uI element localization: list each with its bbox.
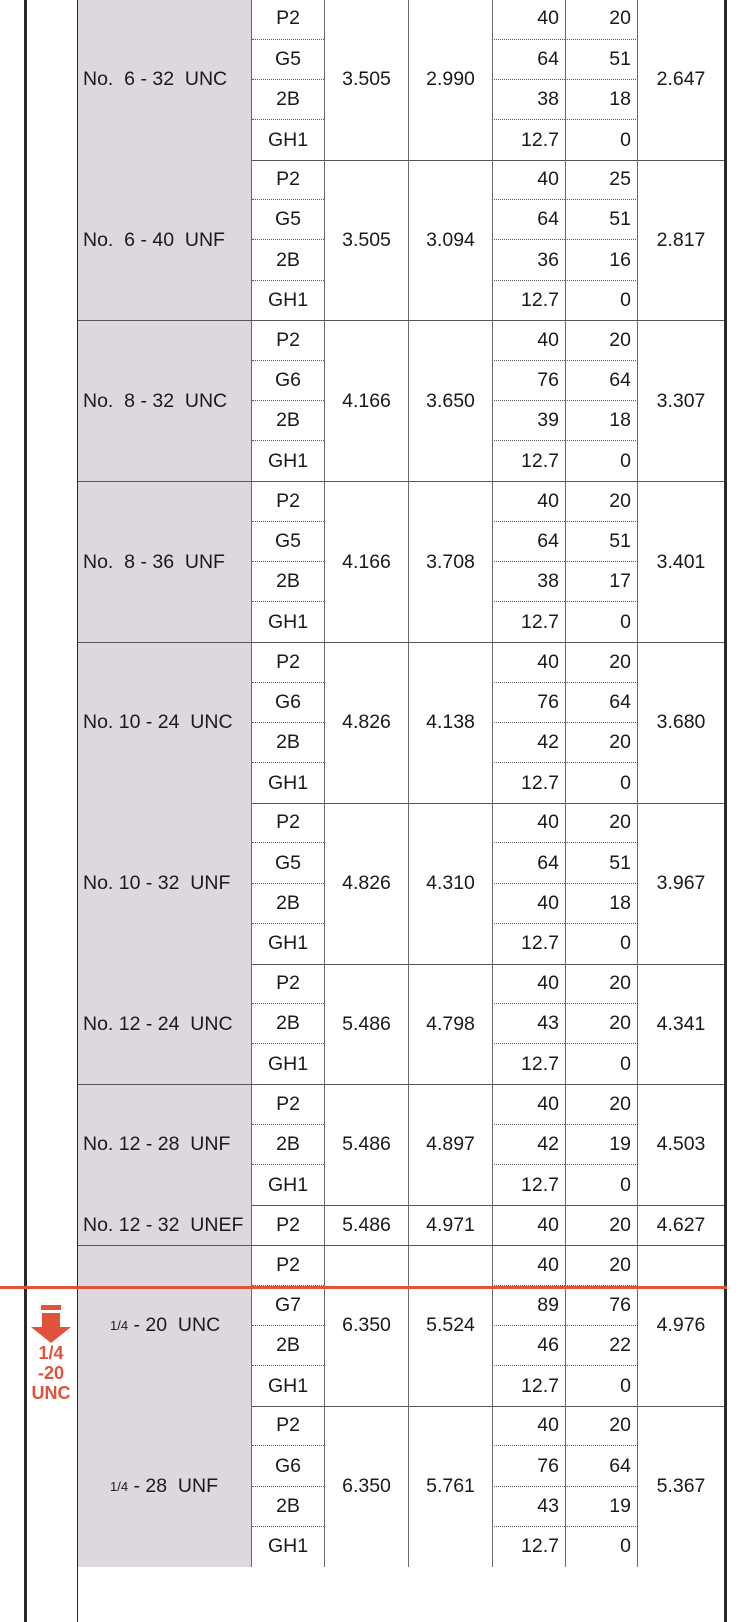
tolerance-value-1: 12.7 (492, 924, 565, 964)
tolerance-value-2: 51 (565, 522, 638, 562)
tolerance-class: P2 (252, 1406, 324, 1446)
arrow-down-icon (29, 1313, 73, 1343)
tolerance-class: P2 (252, 482, 324, 522)
marker-line-2: -20 (37, 1363, 64, 1383)
highlight-divider-line (0, 1286, 727, 1289)
thread-size-label (78, 1246, 252, 1407)
tolerance-value-2: 0 (565, 763, 638, 803)
thread-size-text: No. 12 - 28 UNF (83, 1133, 231, 1156)
tolerance-value-1: 12.7 (492, 1044, 565, 1084)
tolerance-value-2: 20 (565, 1246, 638, 1286)
tolerance-value-1: 12.7 (492, 1366, 565, 1406)
tolerance-class: G5 (252, 843, 324, 883)
tolerance-value-2: 0 (565, 924, 638, 964)
tolerance-class: 2B (252, 240, 324, 280)
tolerance-value-1: 39 (492, 401, 565, 441)
size-marker (26, 1305, 76, 1403)
thread-size-label (78, 964, 252, 1085)
tolerance-value-1: 76 (492, 1446, 565, 1486)
tolerance-value-1: 64 (492, 200, 565, 240)
tolerance-value-1: 38 (492, 562, 565, 602)
tolerance-class: GH1 (267, 1053, 309, 1076)
thread-group (78, 160, 724, 321)
minor-diameter: 3.401 (656, 550, 706, 573)
tolerance-value-2: 20 (565, 723, 638, 763)
tolerance-class: P2 (252, 964, 324, 1004)
tolerance-value-1: 64 (492, 522, 565, 562)
tolerance-value-2: 20 (565, 1205, 638, 1245)
thread-size-fraction: 1/4 (110, 1318, 129, 1334)
tolerance-class: GH1 (267, 932, 309, 955)
tolerance-class: GH1 (267, 771, 309, 794)
tolerance-value-1: 40 (492, 964, 565, 1004)
tolerance-value-1: 12.7 (492, 441, 565, 481)
tolerance-value-1: 40 (492, 0, 565, 40)
tolerance-value-1: 40 (492, 1406, 565, 1446)
minor-diameter: 3.307 (656, 389, 706, 412)
tolerance-class: G5 (252, 522, 324, 562)
minor-diameter: 4.341 (656, 1012, 706, 1035)
thread-size-label (78, 1406, 252, 1567)
thread-size-text: No. 10 - 32 UNF (83, 872, 231, 895)
tolerance-value-2: 64 (565, 683, 638, 723)
tolerance-value-2: 17 (565, 562, 638, 602)
tolerance-value-2: 25 (565, 160, 638, 200)
tolerance-class: GH1 (267, 1173, 309, 1196)
thread-size-text: No. 12 - 24 UNC (83, 1012, 233, 1035)
tolerance-class: G7 (252, 1286, 324, 1326)
thread-size-text: - 20 UNC (128, 1314, 221, 1337)
thread-size-text: No. 12 - 32 UNEF (83, 1213, 244, 1236)
tolerance-value-1: 12.7 (492, 602, 565, 642)
pitch-diameter: 4.798 (408, 964, 492, 1085)
thread-group (78, 643, 724, 804)
thread-group (78, 964, 724, 1085)
tolerance-value-2: 20 (565, 321, 638, 361)
tolerance-value-1: 40 (492, 321, 565, 361)
tolerance-value-2: 0 (565, 1527, 638, 1567)
minor-diameter: 3.967 (656, 872, 706, 895)
tolerance-class: GH1 (267, 1374, 309, 1397)
tolerance-value-2: 0 (565, 441, 638, 481)
tolerance-value-2: 20 (565, 1085, 638, 1125)
marker-line-1: 1/4 (38, 1343, 64, 1363)
tolerance-value-2: 20 (565, 643, 638, 683)
tolerance-value-1: 40 (492, 1205, 565, 1245)
tolerance-value-1: 40 (492, 1246, 565, 1286)
tolerance-value-1: 12.7 (492, 763, 565, 803)
tolerance-class: P2 (252, 0, 324, 40)
tolerance-value-1: 42 (492, 723, 565, 763)
tolerance-value-1: 43 (492, 1487, 565, 1527)
tolerance-value-2: 0 (565, 120, 638, 160)
thread-group (78, 482, 724, 643)
major-diameter: 5.486 (324, 964, 408, 1085)
tolerance-value-2: 18 (565, 884, 638, 924)
tolerance-value-2: 19 (565, 1125, 638, 1165)
thread-size-label (78, 0, 252, 160)
major-diameter: 4.166 (324, 482, 408, 643)
tolerance-value-2: 64 (565, 1446, 638, 1486)
tolerance-class: 2B (252, 401, 324, 441)
tolerance-class: 2B (252, 1125, 324, 1165)
minor-diameter: 4.503 (656, 1133, 706, 1156)
thread-group (78, 1246, 724, 1407)
tolerance-value-2: 18 (565, 401, 638, 441)
tolerance-class: G6 (252, 361, 324, 401)
major-diameter: 4.826 (324, 643, 408, 804)
marker-bar (41, 1305, 61, 1310)
tolerance-class: P2 (252, 1085, 324, 1125)
tolerance-value-2: 0 (565, 1044, 638, 1084)
major-diameter: 6.350 (324, 1246, 408, 1407)
tolerance-class: 2B (252, 884, 324, 924)
table-right-border (724, 0, 727, 1622)
tolerance-class: G5 (252, 40, 324, 80)
tolerance-value-1: 12.7 (492, 1527, 565, 1567)
tolerance-value-1: 64 (492, 40, 565, 80)
tolerance-class: GH1 (267, 1535, 309, 1558)
tolerance-value-2: 51 (565, 40, 638, 80)
tolerance-class: GH1 (267, 128, 309, 151)
tolerance-value-2: 20 (565, 1004, 638, 1044)
tolerance-value-2: 20 (565, 482, 638, 522)
tolerance-value-2: 20 (565, 803, 638, 843)
tolerance-class: P2 (252, 1246, 324, 1286)
tolerance-value-2: 76 (565, 1286, 638, 1326)
tolerance-value-2: 22 (565, 1326, 638, 1366)
thread-group (78, 1085, 724, 1206)
tolerance-value-2: 51 (565, 843, 638, 883)
pitch-diameter: 4.138 (408, 643, 492, 804)
tolerance-value-1: 12.7 (492, 1165, 565, 1205)
thread-size-label (78, 160, 252, 321)
tolerance-value-1: 12.7 (492, 281, 565, 321)
minor-diameter: 5.367 (656, 1475, 706, 1498)
pitch-diameter: 4.897 (408, 1085, 492, 1206)
tolerance-class: 2B (252, 723, 324, 763)
tolerance-value-1: 64 (492, 843, 565, 883)
tolerance-class: GH1 (267, 450, 309, 473)
tolerance-class: G5 (252, 200, 324, 240)
tolerance-value-1: 40 (492, 1085, 565, 1125)
tolerance-value-1: 42 (492, 1125, 565, 1165)
tolerance-value-1: 40 (492, 160, 565, 200)
tolerance-class: P2 (252, 321, 324, 361)
minor-diameter: 2.817 (656, 228, 706, 251)
tolerance-value-2: 20 (565, 964, 638, 1004)
thread-size-text: No. 8 - 36 UNF (83, 550, 225, 573)
tolerance-value-1: 40 (492, 803, 565, 843)
thread-size-label (78, 643, 252, 804)
thread-group (78, 1406, 724, 1567)
tolerance-value-2: 20 (565, 0, 638, 40)
major-diameter: 6.350 (324, 1406, 408, 1567)
tolerance-value-1: 43 (492, 1004, 565, 1044)
thread-size-label (78, 321, 252, 482)
thread-size-text: No. 6 - 32 UNC (83, 68, 228, 91)
tolerance-class: 2B (252, 80, 324, 120)
tolerance-value-2: 0 (565, 281, 638, 321)
tolerance-class: P2 (252, 160, 324, 200)
tolerance-class: 2B (252, 1487, 324, 1527)
tolerance-value-2: 20 (565, 1406, 638, 1446)
minor-diameter: 4.976 (656, 1314, 706, 1337)
thread-size-fraction: 1/4 (110, 1479, 129, 1495)
tolerance-class: 2B (252, 562, 324, 602)
thread-spec-table (78, 0, 724, 1622)
tolerance-value-2: 16 (565, 240, 638, 280)
pitch-diameter: 3.708 (408, 482, 492, 643)
pitch-diameter: 4.310 (408, 803, 492, 964)
thread-size-label (78, 1085, 252, 1206)
tolerance-value-2: 19 (565, 1487, 638, 1527)
major-diameter: 3.505 (324, 0, 408, 160)
tolerance-class: GH1 (267, 289, 309, 312)
tolerance-value-1: 40 (492, 884, 565, 924)
tolerance-value-1: 40 (492, 482, 565, 522)
tolerance-value-1: 76 (492, 683, 565, 723)
thread-group (78, 321, 724, 482)
tolerance-value-1: 38 (492, 80, 565, 120)
pitch-diameter: 2.990 (408, 0, 492, 160)
tolerance-value-1: 12.7 (492, 120, 565, 160)
tolerance-value-1: 76 (492, 361, 565, 401)
major-diameter: 4.826 (324, 803, 408, 964)
tolerance-value-1: 89 (492, 1286, 565, 1326)
tolerance-class: 2B (252, 1004, 324, 1044)
tolerance-value-2: 0 (565, 1165, 638, 1205)
marker-line-3: UNC (31, 1383, 71, 1403)
tolerance-value-1: 46 (492, 1326, 565, 1366)
major-diameter: 5.486 (324, 1205, 408, 1245)
thread-group (78, 0, 724, 160)
tolerance-class: 2B (252, 1326, 324, 1366)
tolerance-value-2: 64 (565, 361, 638, 401)
tolerance-class: P2 (252, 643, 324, 683)
tolerance-value-2: 18 (565, 80, 638, 120)
thread-size-text: No. 8 - 32 UNC (83, 389, 228, 412)
pitch-diameter: 5.524 (408, 1246, 492, 1407)
pitch-diameter: 4.971 (408, 1205, 492, 1245)
major-diameter: 5.486 (324, 1085, 408, 1206)
thread-size-text: No. 10 - 24 UNC (83, 711, 233, 734)
thread-group (78, 803, 724, 964)
tolerance-value-2: 0 (565, 1366, 638, 1406)
tolerance-class: G6 (252, 683, 324, 723)
tolerance-value-2: 51 (565, 200, 638, 240)
tolerance-value-1: 40 (492, 643, 565, 683)
pitch-diameter: 5.761 (408, 1406, 492, 1567)
tolerance-value-2: 0 (565, 602, 638, 642)
major-diameter: 3.505 (324, 160, 408, 321)
major-diameter: 4.166 (324, 321, 408, 482)
tolerance-class: G6 (252, 1446, 324, 1486)
tolerance-class: GH1 (267, 610, 309, 633)
tolerance-class: P2 (276, 1213, 300, 1236)
pitch-diameter: 3.094 (408, 160, 492, 321)
minor-diameter: 4.627 (656, 1213, 706, 1236)
thread-size-label (78, 482, 252, 643)
tolerance-class: P2 (252, 803, 324, 843)
tolerance-value-1: 36 (492, 240, 565, 280)
thread-size-label (78, 1205, 252, 1245)
thread-group (78, 1205, 724, 1245)
thread-size-text: No. 6 - 40 UNF (83, 228, 225, 251)
minor-diameter: 2.647 (656, 68, 706, 91)
thread-size-text: - 28 UNF (128, 1475, 219, 1498)
minor-diameter: 3.680 (656, 711, 706, 734)
pitch-diameter: 3.650 (408, 321, 492, 482)
thread-size-label (78, 803, 252, 964)
